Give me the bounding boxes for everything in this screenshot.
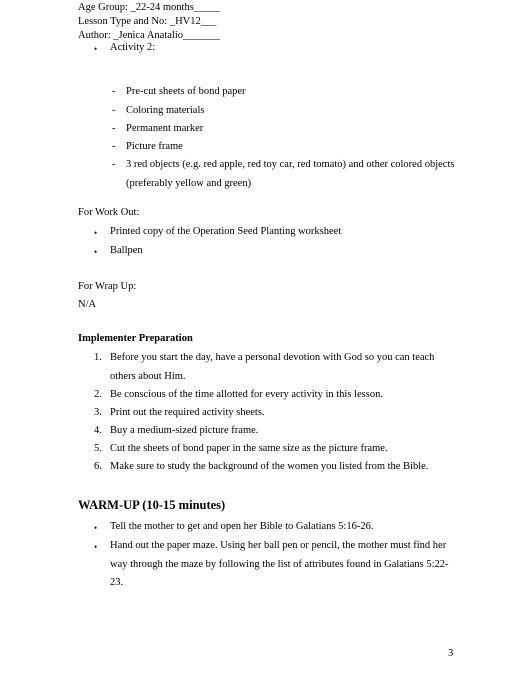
work-out-item: Printed copy of the Operation Seed Planting worksheet (110, 226, 342, 237)
author-line (78, 30, 220, 41)
activity2-item: Coloring materials (126, 105, 205, 116)
activity2-item: 3 red objects (e.g. red apple, red toy car, red tomato) and other colored objects (126, 159, 455, 170)
lesson-line (78, 16, 216, 27)
implementer-item: others about Him. (110, 371, 186, 382)
work-out-title: For Work Out: (78, 207, 140, 218)
list-number: 3. (94, 407, 102, 418)
age-group-label: Age Group: (78, 2, 131, 13)
dash-icon: - (112, 159, 116, 170)
list-number: 5. (94, 443, 102, 454)
implementer-title: Implementer Preparation (78, 333, 193, 344)
warm-up-line: Hand out the paper maze. Using her ball pen or pencil, the mother must find her (110, 540, 447, 551)
work-out-item: Ballpen (110, 245, 143, 256)
bullet-icon: • (94, 228, 98, 238)
page-number: 3 (448, 648, 454, 659)
activity2-item-continued: (preferably yellow and green) (126, 178, 252, 189)
list-number: 1. (94, 352, 102, 363)
warm-up-line: 23. (110, 577, 124, 588)
author-value: _Jenica Anatalio_______ (113, 30, 220, 41)
list-number: 6. (94, 461, 102, 472)
implementer-item: Be conscious of the time allotted for every activity in this lesson. (110, 389, 383, 400)
wrap-up-title: For Wrap Up: (78, 281, 137, 292)
wrap-up-value: N/A (78, 299, 97, 310)
implementer-item: Buy a medium-sized picture frame. (110, 425, 259, 436)
activity2-item: Pre-cut sheets of bond paper (126, 86, 246, 97)
dash-icon: - (112, 123, 116, 134)
dash-icon: - (112, 86, 116, 97)
warm-up-line: way through the maze by following the list of attributes found in Galatians 5:22- (110, 559, 449, 570)
activity2-title: Activity 2: (110, 42, 156, 53)
implementer-item: Before you start the day, have a personal devotion with God so you can teach (110, 352, 435, 363)
dash-icon: - (112, 105, 116, 116)
activity2-item: Picture frame (126, 141, 183, 152)
dash-icon: - (112, 141, 116, 152)
warm-up-line: Tell the mother to get and open her Bible to Galatians 5:16-26. (110, 521, 374, 532)
age-group-value: _22-24 months_____ (130, 2, 221, 13)
list-number: 4. (94, 425, 102, 436)
bullet-icon: • (94, 44, 98, 54)
implementer-item: Cut the sheets of bond paper in the same size as the picture frame. (110, 443, 388, 454)
bullet-icon: • (94, 542, 98, 552)
implementer-item: Make sure to study the background of the women you listed from the Bible. (110, 461, 429, 472)
implementer-item: Print out the required activity sheets. (110, 407, 265, 418)
author-label: Author: (78, 30, 114, 41)
bullet-icon: • (94, 247, 98, 257)
lesson-label: Lesson Type and No: (78, 16, 170, 27)
warm-up-title: WARM-UP (10-15 minutes) (78, 498, 226, 512)
lesson-value: _HV12___ (169, 16, 217, 27)
activity2-item: Permanent marker (126, 123, 204, 134)
list-number: 2. (94, 389, 102, 400)
age-group-line (78, 2, 220, 13)
bullet-icon: • (94, 523, 98, 533)
